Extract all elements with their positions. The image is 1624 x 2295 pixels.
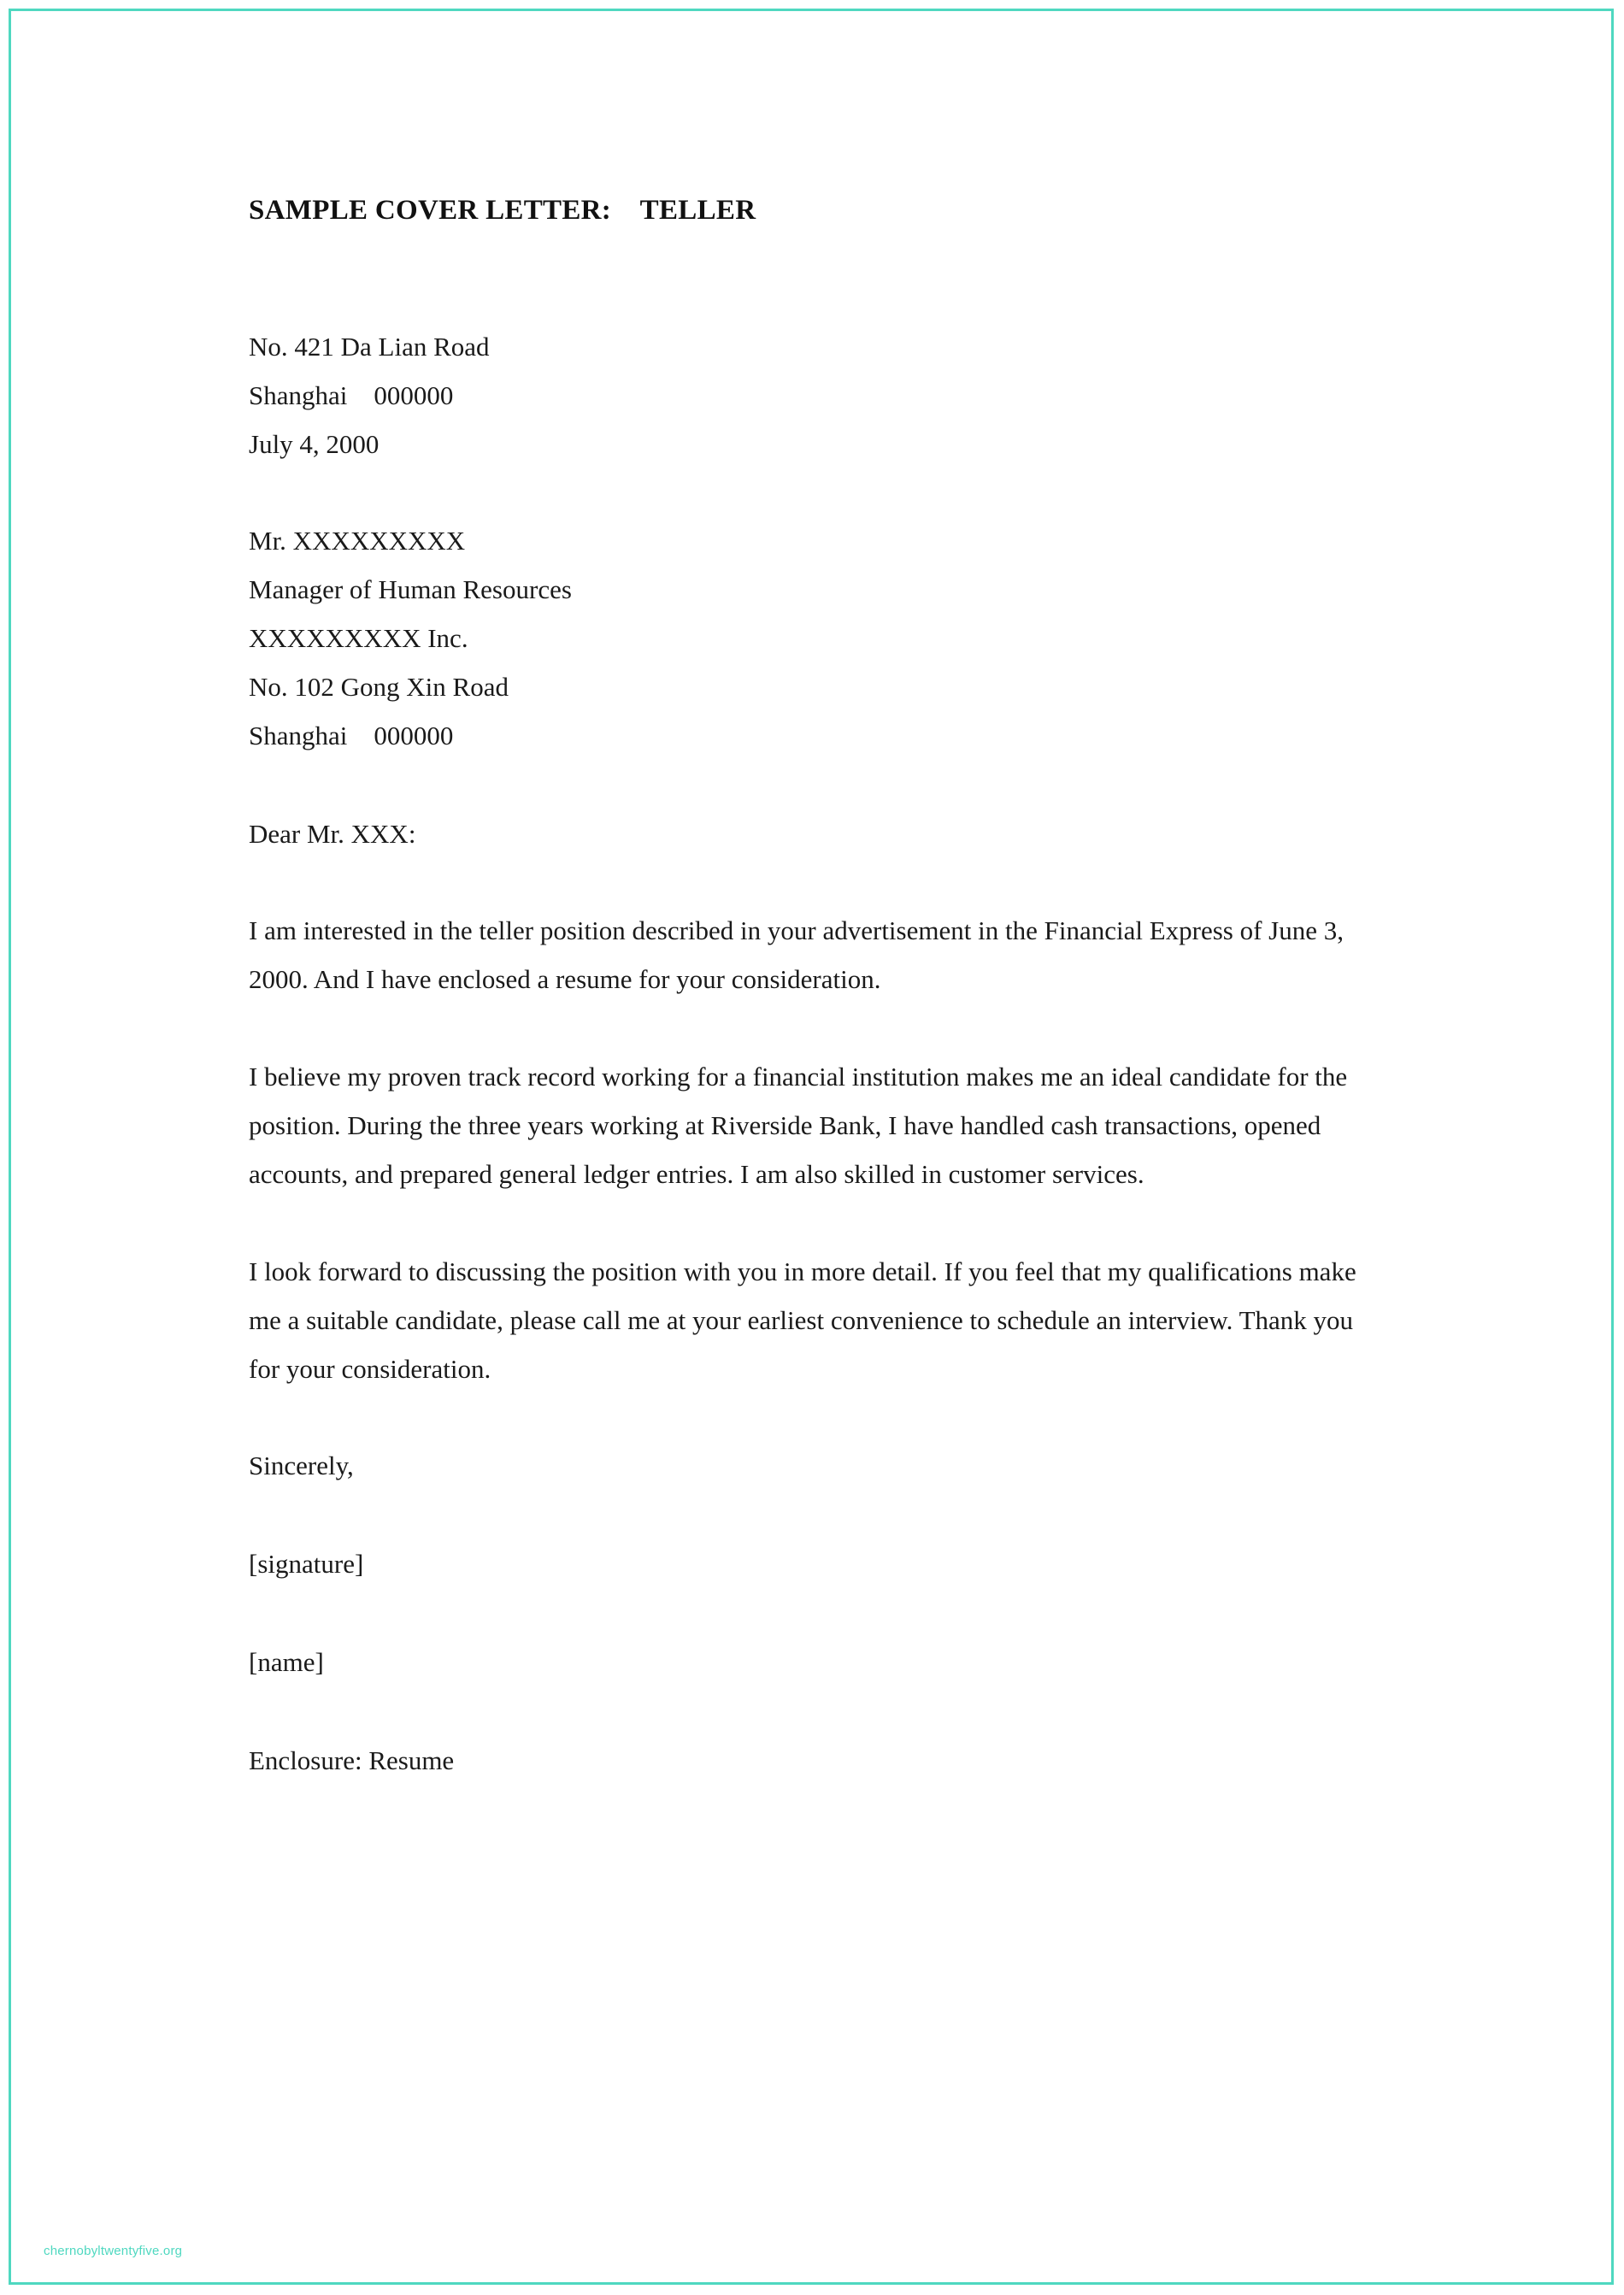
- spacer: [249, 1490, 1386, 1539]
- spacer: [249, 468, 1386, 516]
- letter-date: July 4, 2000: [249, 429, 380, 459]
- recipient-city: Shanghai 000000: [249, 721, 454, 750]
- name-placeholder: [name]: [249, 1647, 324, 1677]
- body-paragraph: I am interested in the teller position described in your advertisement in the Financial Express of June 3, 2000. And I have enclosed a resume for your consideration.: [249, 915, 1344, 994]
- document-page: [9, 9, 1614, 2285]
- spacer: [249, 227, 1386, 322]
- spacer: [249, 760, 1386, 809]
- enclosure-line: Enclosure: Resume: [249, 1745, 455, 1775]
- recipient-title: Manager of Human Resources: [249, 574, 572, 604]
- letter-body: [249, 195, 1386, 1785]
- recipient-address-block: [249, 516, 1386, 760]
- body-paragraph: I believe my proven track record working for a financial institution makes me an ideal candidate for the position. During the three years working at Riverside Bank, I have handled cash transactions, opened accounts, and prepared general ledger entries. I am also skilled in customer services.: [249, 1062, 1348, 1189]
- signature-placeholder: [signature]: [249, 1549, 364, 1579]
- sender-address-block: [249, 322, 1386, 468]
- body-paragraph: I look forward to discussing the position with you in more detail. If you feel that my qualifications make me a suitable candidate, please call me at your earliest convenience to schedule an interview. Thank you for your consideration.: [249, 1256, 1356, 1384]
- recipient-street: No. 102 Gong Xin Road: [249, 672, 509, 702]
- page-title: SAMPLE COVER LETTER: TELLER: [249, 195, 756, 226]
- spacer: [249, 1588, 1386, 1638]
- recipient-name: Mr. XXXXXXXXX: [249, 526, 466, 556]
- spacer: [249, 1686, 1386, 1736]
- recipient-company: XXXXXXXXX Inc.: [249, 623, 468, 653]
- closing: Sincerely,: [249, 1451, 354, 1480]
- site-watermark: chernobyltwentyfive.org: [44, 2244, 183, 2258]
- sender-address-line: Shanghai 000000: [249, 380, 454, 410]
- spacer: [249, 1393, 1386, 1441]
- salutation: Dear Mr. XXX:: [249, 819, 416, 849]
- sender-address-line: No. 421 Da Lian Road: [249, 332, 490, 362]
- spacer: [249, 858, 1386, 906]
